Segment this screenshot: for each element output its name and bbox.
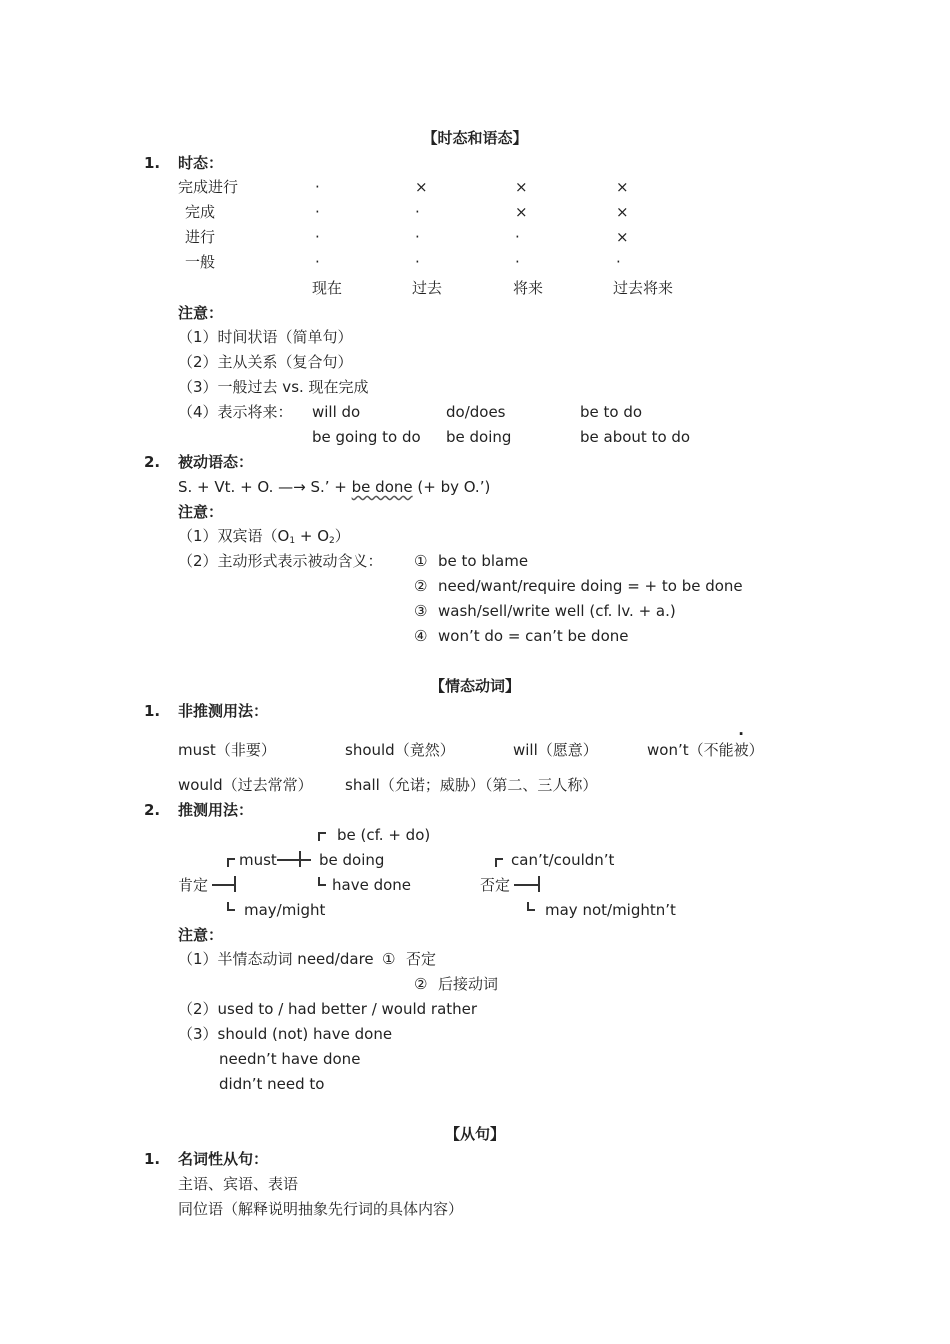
branch-line — [234, 876, 236, 892]
note-line: （1）双宾语$(O_1 + O_2)$ — [178, 527, 350, 546]
future-form: be to do — [580, 403, 643, 421]
clause-line: 主语、宾语、表语 — [178, 1175, 299, 1193]
item-number: 2. — [144, 453, 161, 471]
must-form: have done — [332, 876, 412, 894]
note-subitem: 后接动词 — [438, 975, 499, 993]
branch-line — [299, 851, 301, 867]
row-label: 进行 — [185, 228, 216, 246]
note-line: （3）一般过去 vs. 现在完成 — [178, 378, 369, 396]
modal-may-might: may/might — [244, 901, 326, 919]
grid-mark: × — [415, 178, 428, 196]
must-form: be (cf. + do) — [337, 826, 431, 844]
branch-line — [318, 884, 326, 886]
section-title-clauses: 【从句】 — [444, 1125, 505, 1143]
note-line: （1）时间状语（简单句） — [178, 328, 353, 346]
clause-line: 同位语（解释说明抽象先行词的具体内容） — [178, 1200, 464, 1218]
future-form: will do — [312, 403, 361, 421]
note-line: （2）used to / had better / would rather — [178, 1000, 478, 1018]
grid-mark: · — [415, 228, 420, 246]
section-title-tense-voice: 【时态和语态】 — [422, 129, 528, 147]
grid-mark: · — [315, 178, 320, 196]
tense-heading: 时态： — [178, 154, 224, 172]
section-title-modals: 【情态动词】 — [429, 677, 520, 695]
grid-mark: × — [515, 178, 528, 196]
note-heading: 注意： — [178, 304, 224, 322]
circled-number: ③ — [414, 602, 428, 620]
grid-mark: × — [515, 203, 528, 221]
grid-mark: · — [616, 253, 621, 271]
item-number: 1. — [144, 702, 161, 720]
grid-mark: · — [315, 253, 320, 271]
note-line: （1）半情态动词 need/dare — [178, 950, 374, 968]
modal-must: must — [239, 851, 277, 869]
modal-may-not: may not/mightn’t — [545, 901, 676, 919]
circled-number: ① — [414, 552, 428, 570]
grid-mark: · — [415, 203, 420, 221]
circled-number: ② — [414, 975, 428, 993]
passive-item: be to blame — [438, 552, 529, 570]
positive-label: 肯定 — [178, 876, 209, 894]
branch-line — [514, 884, 538, 886]
grid-mark: × — [616, 178, 629, 196]
note-line: needn’t have done — [219, 1050, 361, 1068]
spec-heading: 推测用法： — [178, 801, 254, 819]
branch-line — [227, 909, 235, 911]
modal-cant: can’t/couldn’t — [511, 851, 615, 869]
column-label: 现在 — [312, 279, 343, 297]
column-label: 将来 — [513, 279, 544, 297]
must-form: be doing — [319, 851, 385, 869]
grid-mark: · — [315, 228, 320, 246]
grid-mark: × — [616, 228, 629, 246]
grid-mark: · — [515, 228, 520, 246]
note-line: （4）表示将来： — [178, 403, 293, 421]
item-number: 1. — [144, 1150, 161, 1168]
future-form: be going to do — [312, 428, 421, 446]
note-line: （2）主动形式表示被动含义： — [178, 552, 383, 570]
passive-item: wash/sell/write well (cf. lv. + a.) — [438, 602, 676, 620]
note-subitem: 否定 — [406, 950, 437, 968]
note-line: didn’t need to — [219, 1075, 325, 1093]
future-form: do/does — [446, 403, 506, 421]
circled-number: ④ — [414, 627, 428, 645]
passive-heading: 被动语态： — [178, 453, 254, 471]
branch-line — [527, 909, 535, 911]
column-label: 过去 — [412, 279, 443, 297]
grid-mark: · — [515, 253, 520, 271]
row-label: 完成进行 — [178, 178, 239, 196]
grid-mark: × — [616, 203, 629, 221]
modal-use: would（过去常常） — [178, 776, 313, 794]
branch-line — [227, 858, 235, 860]
circled-number: ② — [414, 577, 428, 595]
note-line: （2）主从关系（复合句） — [178, 353, 353, 371]
branch-line — [277, 859, 311, 861]
column-label: 过去将来 — [613, 279, 674, 297]
modal-use: shall（允诺；威胁）（第二、三人称） — [345, 776, 598, 794]
branch-line — [495, 858, 503, 860]
modal-use: must（非要） — [178, 741, 276, 759]
passive-item: won’t do = can’t be done — [438, 627, 629, 645]
branch-line — [212, 884, 234, 886]
row-label: 完成 — [185, 203, 216, 221]
modal-use: will（愿意） — [513, 741, 598, 759]
grid-mark: · — [315, 203, 320, 221]
future-form: be doing — [446, 428, 512, 446]
nonspec-heading: 非推测用法： — [178, 702, 269, 720]
modal-use: won’t（不能被） — [647, 741, 764, 759]
item-number: 2. — [144, 801, 161, 819]
note-line: （3）should (not) have done — [178, 1025, 393, 1043]
passive-item: need/want/require doing = + to be done — [438, 577, 743, 595]
note-heading: 注意： — [178, 926, 224, 944]
item-number: 1. — [144, 154, 161, 172]
negative-label: 否定 — [480, 876, 511, 894]
row-label: 一般 — [185, 253, 216, 271]
branch-line — [538, 876, 540, 892]
future-form: be about to do — [580, 428, 691, 446]
noun-clause-heading: 名词性从句： — [178, 1150, 269, 1168]
circled-number: ① — [382, 950, 396, 968]
branch-line — [318, 832, 326, 834]
modal-use: should（竟然） — [345, 741, 455, 759]
passive-formula: S. + Vt. + O. —→ S.’ + be done (+ by O.’) — [178, 478, 491, 496]
grid-mark: · — [415, 253, 420, 271]
note-heading: 注意： — [178, 503, 224, 521]
